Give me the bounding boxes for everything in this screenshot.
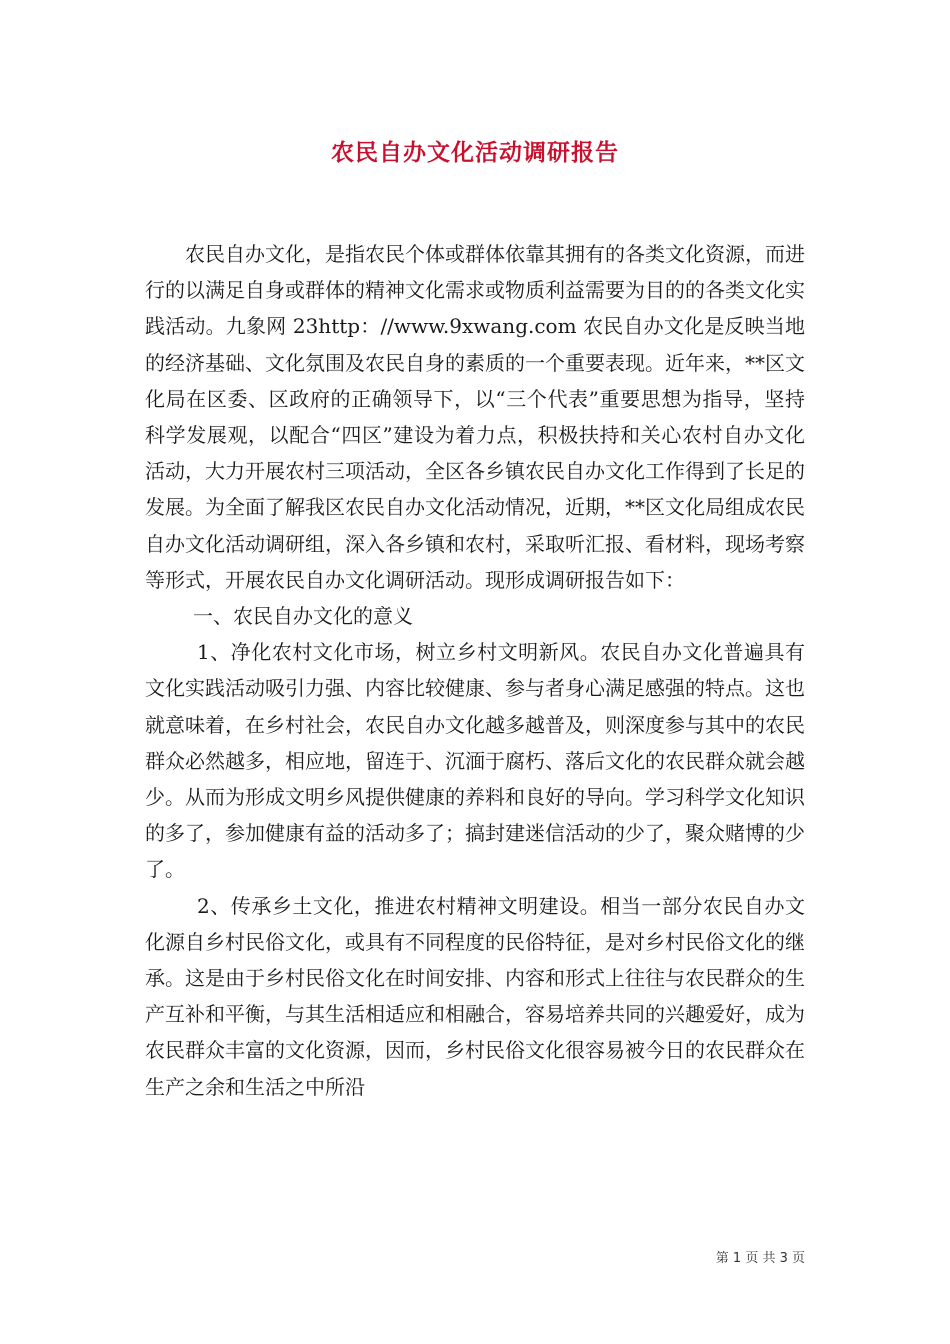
document-title: 农民自办文化活动调研报告	[331, 139, 619, 166]
section-heading: 一、农民自办文化的意义	[193, 604, 413, 629]
document-body	[145, 236, 805, 1105]
point-paragraph-2: 2、传承乡土文化，推进农村精神文明建设。相当一部分农民自办文化源自乡村民俗文化，或具有不同程度的民俗特征，是对乡村民俗文化的继承。这是由于乡村民俗文化在时间安排、内容和形式上往往与农民群众的生产互补和平衡，与其生活相适应和相融合，容易培养共同的兴趣爱好，成为农民群众丰富的文化资源，因而，乡村民俗文化很容易被今日的农民群众在生产之余和生活之中所沿	[145, 893, 805, 1099]
intro-paragraph: 农民自办文化，是指农民个体或群体依靠其拥有的各类文化资源，而进行的以满足自身或群体的精神文化需求或物质利益需要为目的的各类文化实践活动。九象网 23http：//www.9xwang.com 农民自办文化是反映当地的经济基础、文化氛围及农民自身的素质的一个重要表现。近年来，**区文化局在区委、区政府的正确领导下，以“三个代表”重要思想为指导，坚持科学发展观，以配合“四区”建设为着力点，积极扶持和关心农村自办文化活动，大力开展农村三项活动，全区各乡镇农民自办文化工作得到了长足的发展。为全面了解我区农民自办文化活动情况，近期，**区文化局组成农民自办文化活动调研组，深入各乡镇和农村，采取听汇报、看材料，现场考察等形式，开展农民自办文化调研活动。现形成调研报告如下：	[145, 242, 805, 592]
page-number: 第 1 页 共 3 页	[715, 1251, 805, 1266]
point-paragraph-1: 1、净化农村文化市场，树立乡村文明新风。农民自办文化普遍具有文化实践活动吸引力强、内容比较健康、参与者身心满足感强的特点。这也就意味着，在乡村社会，农民自办文化越多越普及，则深度参与其中的农民群众必然越多，相应地，留连于、沉湎于腐朽、落后文化的农民群众就会越少。从而为形成文明乡风提供健康的养料和良好的导向。学习科学文化知识的多了，参加健康有益的活动多了；搞封建迷信活动的少了，聚众赌博的少了。	[145, 640, 805, 882]
